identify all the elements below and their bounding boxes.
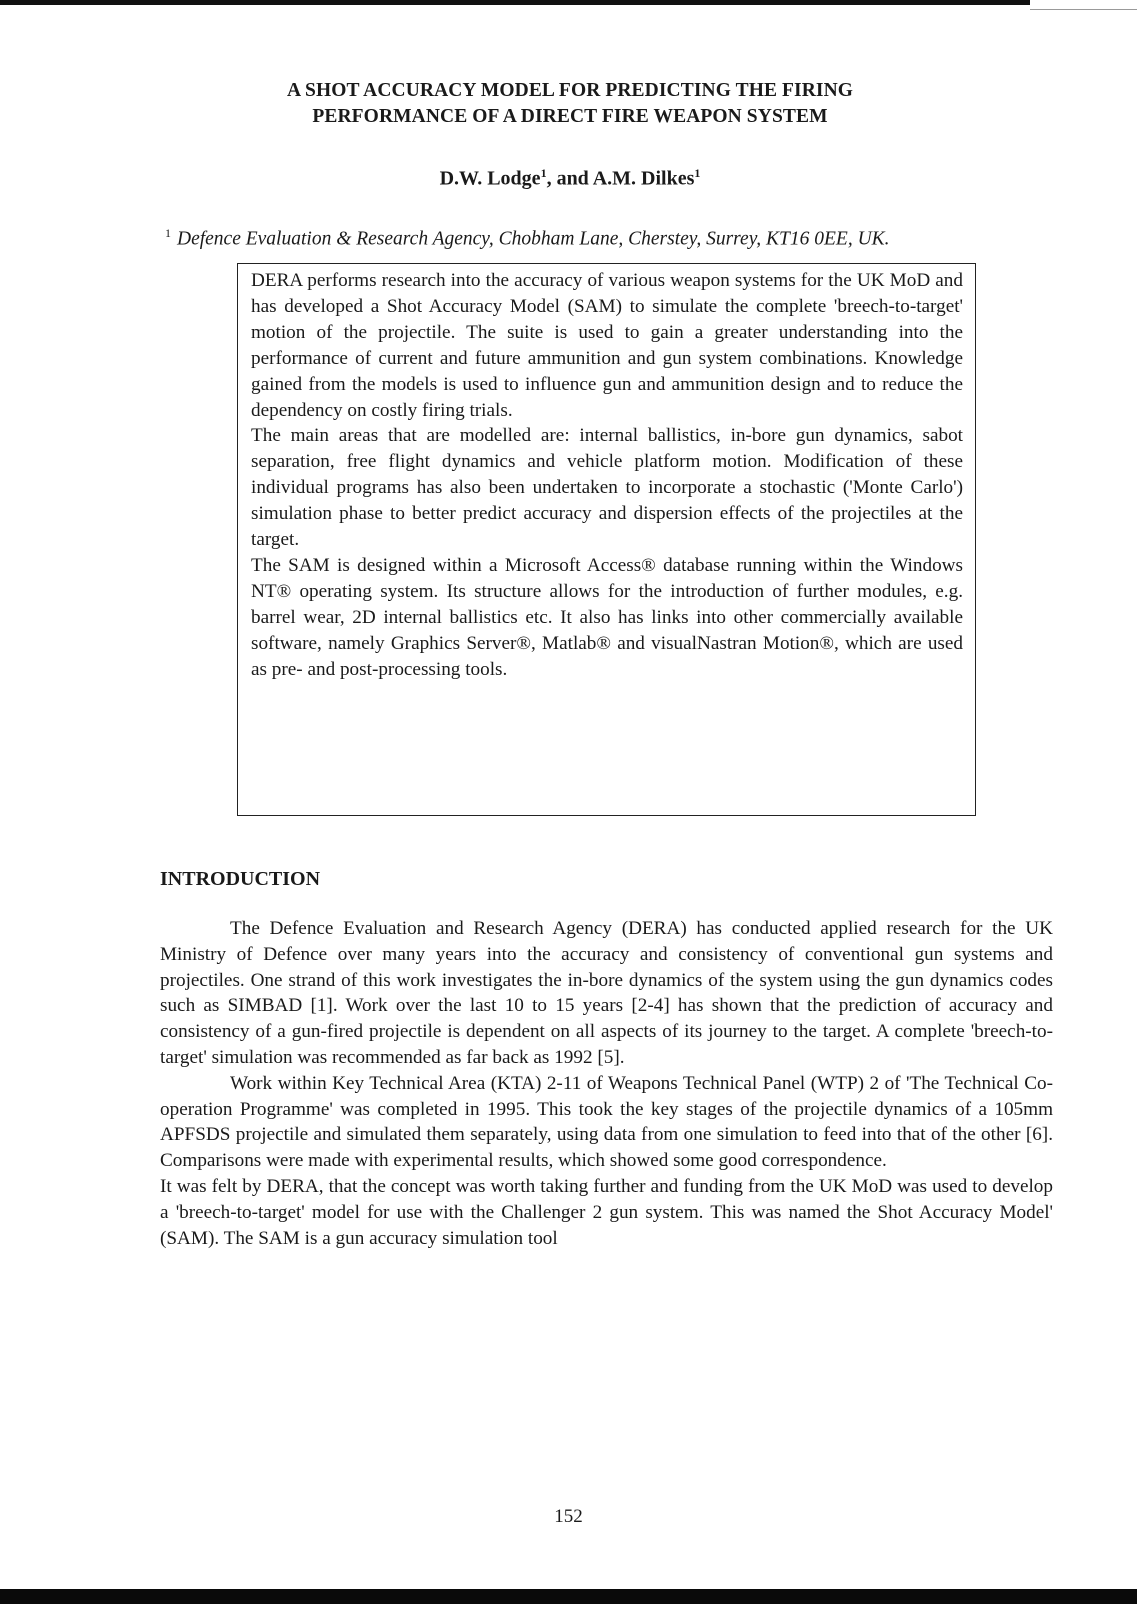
introduction-paragraph-2: Work within Key Technical Area (KTA) 2-11 of Weapons Technical Panel (WTP) 2 of 'The Technical Co-operation Programme' was completed in 1995. This took the key stages of the projectile dynamics of a 105mm APFSDS projectile and simulated them separately, using data from one simulation to feed into that of the other [6]. Comparisons were made with experimental results, which showed some good correspondence.	[160, 1072, 1053, 1172]
introduction-heading: INTRODUCTION	[160, 868, 321, 890]
abstract-paragraph-3: The SAM is designed within a Microsoft Access® database running within the Windows NT® operating system. Its structure allows for the introduction of further modules, e.g. barrel wear, 2D internal ballistics etc. It also has links into other commercially available software, namely Graphics Server®, Matlab® and visualNastran Motion®, which are used as pre- and post-processing tools.	[251, 554, 963, 680]
introduction-paragraph-3: It was felt by DERA, that the concept was worth taking further and funding from the UK MoD was used to develop a 'breech-to-target' model for use with the Challenger 2 gun system. This was named the Shot Accuracy Model' (SAM). The SAM is a gun accuracy simulation tool	[160, 1175, 1053, 1249]
top-border-rule-thin	[1030, 9, 1137, 10]
affiliation-line	[165, 220, 1025, 253]
abstract-box	[237, 263, 976, 816]
paper-title	[180, 78, 960, 130]
affiliation-mark: 1	[165, 226, 171, 240]
top-border-rule	[0, 0, 1030, 5]
author-1-affiliation-mark: 1	[540, 166, 547, 180]
author-separator: , and	[546, 167, 593, 190]
author-2-affiliation-mark: 1	[694, 166, 701, 180]
abstract-paragraph-2: The main areas that are modelled are: internal ballistics, in-bore gun dynamics, sabot separation, free flight dynamics and vehicle platform motion. Modification of these individual programs has also been undertaken to incorporate a stochastic ('Monte Carlo') simulation phase to better predict accuracy and dispersion effects of the projectiles at the target.	[251, 425, 963, 551]
bottom-border-rule	[0, 1589, 1137, 1604]
introduction-body	[160, 916, 1053, 1251]
introduction-paragraph-1: The Defence Evaluation and Research Agency (DERA) has conducted applied research for the UK Ministry of Defence over many years into the accuracy and consistency of conventional gun systems and projectiles. One strand of this work investigates the in-bore dynamics of the system using the gun dynamics codes such as SIMBAD [1]. Work over the last 10 to 15 years [2-4] has shown that the prediction of accuracy and consistency of a gun-fired projectile is dependent on all aspects of its journey to the target. A complete 'breech-to-target' simulation was recommended as far back as 1992 [5].	[160, 918, 1053, 1068]
title-line-2: PERFORMANCE OF A DIRECT FIRE WEAPON SYSTEM	[312, 106, 828, 127]
affiliation-text: Defence Evaluation & Research Agency, Chobham Lane, Cherstey, Surrey, KT16 0EE, UK.	[177, 228, 890, 250]
author-line	[180, 160, 960, 192]
author-1: D.W. Lodge	[439, 167, 541, 190]
abstract-paragraph-1: DERA performs research into the accuracy of various weapon systems for the UK MoD and has developed a Shot Accuracy Model (SAM) to simulate the complete 'breech-to-target' motion of the projectile. The suite is used to gain a greater understanding into the performance of current and future ammunition and gun system combinations. Knowledge gained from the models is used to influence gun and ammunition design and to reduce the dependency on costly firing trials.	[251, 270, 963, 421]
author-2: A.M. Dilkes	[592, 167, 695, 190]
title-line-1: A SHOT ACCURACY MODEL FOR PREDICTING THE FIRING	[286, 80, 854, 101]
page-number: 152	[554, 1506, 583, 1527]
